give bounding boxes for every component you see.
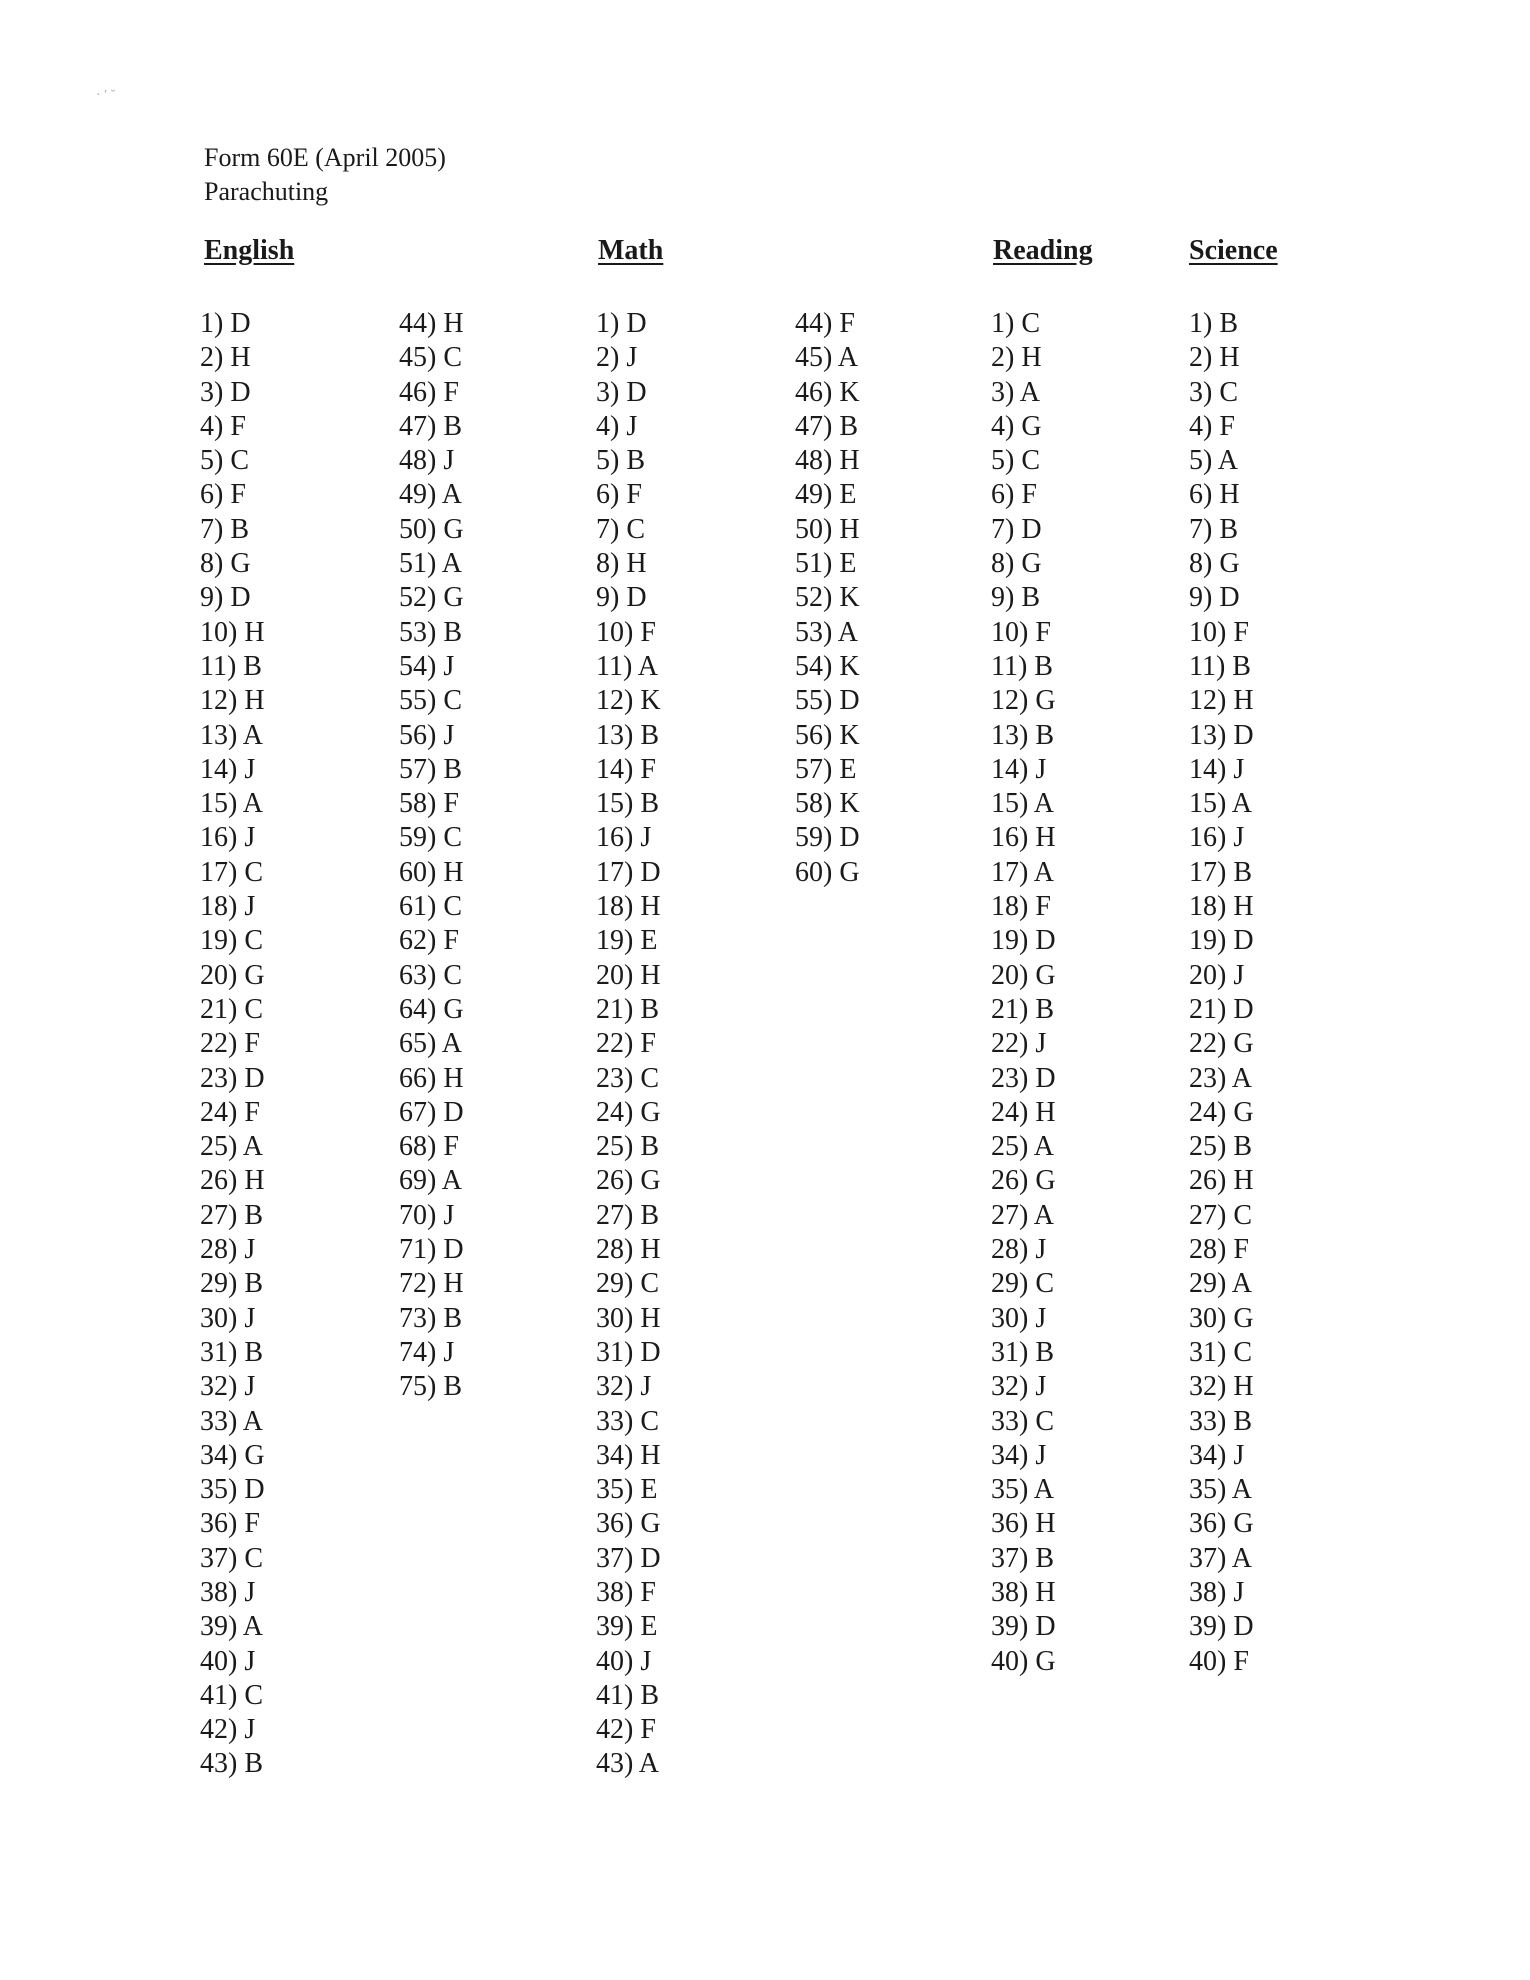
answer-item: 5) C <box>991 445 1040 477</box>
answer-item: 40) J <box>596 1645 652 1677</box>
answer-item: 36) F <box>200 1508 260 1540</box>
answer-item: 37) C <box>200 1542 263 1574</box>
answer-item: 23) D <box>200 1062 265 1094</box>
answer-item: 16) J <box>200 822 256 854</box>
answer-item: 20) G <box>991 959 1056 991</box>
answer-item: 44) H <box>399 308 464 339</box>
answer-item: 21) B <box>596 993 659 1025</box>
answer-item: 34) H <box>596 1439 661 1471</box>
answer-item: 32) J <box>596 1371 652 1403</box>
answer-item: 47) B <box>795 410 858 442</box>
answer-item: 11) B <box>1189 650 1251 682</box>
answer-item: 26) H <box>200 1165 265 1197</box>
english-answers-col2 <box>399 307 464 1405</box>
answer-item: 39) D <box>1189 1611 1254 1643</box>
answer-item: 34) J <box>991 1439 1047 1471</box>
answer-item: 2) H <box>991 342 1042 374</box>
answer-item: 3) A <box>991 376 1040 408</box>
answer-item: 32) J <box>991 1371 1047 1403</box>
answer-item: 2) H <box>1189 342 1240 374</box>
answer-item: 18) F <box>991 891 1051 923</box>
answer-item: 52) G <box>399 582 464 614</box>
answer-item: 4) F <box>1189 410 1235 442</box>
answer-item: 40) G <box>991 1645 1056 1677</box>
answer-item: 7) B <box>200 513 249 545</box>
answer-item: 6) F <box>200 479 246 511</box>
answer-item: 9) D <box>596 582 647 614</box>
answer-item: 10) F <box>991 616 1051 648</box>
answer-item: 34) G <box>200 1439 265 1471</box>
english-answers-col1 <box>200 307 265 1782</box>
answer-item: 6) F <box>596 479 642 511</box>
answer-item: 8) G <box>200 548 251 580</box>
answer-item: 12) H <box>1189 685 1254 717</box>
answer-item: 3) D <box>200 376 251 408</box>
answer-item: 54) K <box>795 650 860 682</box>
answer-item: 37) D <box>596 1542 661 1574</box>
answer-item: 1) D <box>596 308 647 339</box>
answer-item: 48) J <box>399 445 455 477</box>
answer-item: 4) F <box>200 410 246 442</box>
answer-item: 33) C <box>596 1405 659 1437</box>
answer-item: 57) B <box>399 753 462 785</box>
answer-item: 39) A <box>200 1611 263 1643</box>
answer-item: 2) H <box>200 342 251 374</box>
answer-item: 8) G <box>991 548 1042 580</box>
answer-item: 32) H <box>1189 1371 1254 1403</box>
answer-item: 27) B <box>596 1199 659 1231</box>
answer-item: 74) J <box>399 1336 455 1368</box>
answer-item: 53) B <box>399 616 462 648</box>
section-title-math: Math <box>598 235 664 266</box>
answer-item: 24) G <box>596 1096 661 1128</box>
answer-item: 54) J <box>399 650 455 682</box>
answer-item: 5) C <box>200 445 249 477</box>
math-answers-col2 <box>795 307 860 890</box>
answer-item: 14) J <box>991 753 1047 785</box>
answer-item: 31) B <box>991 1336 1054 1368</box>
answer-item: 8) H <box>596 548 647 580</box>
answer-item: 6) F <box>991 479 1037 511</box>
section-title-reading: Reading <box>993 235 1093 266</box>
answer-item: 33) B <box>1189 1405 1252 1437</box>
answer-item: 8) G <box>1189 548 1240 580</box>
answer-item: 22) J <box>991 1028 1047 1060</box>
answer-item: 13) D <box>1189 719 1254 751</box>
answer-item: 9) B <box>991 582 1040 614</box>
answer-item: 60) H <box>399 856 464 888</box>
answer-item: 59) D <box>795 822 860 854</box>
answer-item: 29) C <box>596 1268 659 1300</box>
answer-item: 55) D <box>795 685 860 717</box>
answer-item: 30) J <box>991 1302 1047 1334</box>
answer-item: 1) D <box>200 308 251 339</box>
answer-item: 5) B <box>596 445 645 477</box>
answer-item: 39) E <box>596 1611 658 1643</box>
answer-item: 33) C <box>991 1405 1054 1437</box>
answer-item: 28) F <box>1189 1234 1249 1266</box>
answer-item: 35) A <box>991 1474 1054 1506</box>
topic-line: Parachuting <box>204 177 329 206</box>
answer-item: 21) B <box>991 993 1054 1025</box>
answer-item: 28) J <box>200 1234 256 1266</box>
answer-item: 65) A <box>399 1028 462 1060</box>
science-answers <box>1189 307 1254 1679</box>
answer-item: 25) A <box>200 1131 263 1163</box>
answer-item: 46) F <box>399 376 459 408</box>
answer-item: 68) F <box>399 1131 459 1163</box>
answer-item: 26) G <box>991 1165 1056 1197</box>
section-title-science: Science <box>1189 235 1278 266</box>
answer-item: 62) F <box>399 925 459 957</box>
answer-item: 18) H <box>1189 891 1254 923</box>
section-title-english: English <box>204 235 295 266</box>
answer-item: 6) H <box>1189 479 1240 511</box>
answer-item: 39) D <box>991 1611 1056 1643</box>
answer-item: 58) K <box>795 788 860 820</box>
answer-item: 27) B <box>200 1199 263 1231</box>
answer-item: 20) J <box>1189 959 1245 991</box>
answer-item: 26) G <box>596 1165 661 1197</box>
answer-item: 51) E <box>795 548 857 580</box>
answer-item: 22) F <box>200 1028 260 1060</box>
answer-item: 17) C <box>200 856 263 888</box>
answer-item: 72) H <box>399 1268 464 1300</box>
answer-item: 35) E <box>596 1474 658 1506</box>
answer-item: 15) A <box>991 788 1054 820</box>
answer-item: 22) F <box>596 1028 656 1060</box>
answer-item: 50) H <box>795 513 860 545</box>
answer-item: 22) G <box>1189 1028 1254 1060</box>
answer-item: 57) E <box>795 753 857 785</box>
answer-item: 27) A <box>991 1199 1054 1231</box>
answer-item: 58) F <box>399 788 459 820</box>
answer-item: 56) J <box>399 719 455 751</box>
answer-item: 14) J <box>200 753 256 785</box>
answer-item: 30) H <box>596 1302 661 1334</box>
answer-item: 19) E <box>596 925 658 957</box>
answer-item: 11) A <box>596 650 658 682</box>
answer-item: 17) D <box>596 856 661 888</box>
answer-item: 19) D <box>991 925 1056 957</box>
answer-item: 21) C <box>200 993 263 1025</box>
answer-item: 37) B <box>991 1542 1054 1574</box>
answer-item: 66) H <box>399 1062 464 1094</box>
answer-item: 16) H <box>991 822 1056 854</box>
answer-item: 28) H <box>596 1234 661 1266</box>
answer-item: 25) B <box>1189 1131 1252 1163</box>
answer-item: 50) G <box>399 513 464 545</box>
answer-item: 38) H <box>991 1576 1056 1608</box>
answer-item: 43) A <box>596 1748 659 1780</box>
answer-item: 38) F <box>596 1576 656 1608</box>
answer-item: 9) D <box>200 582 251 614</box>
answer-item: 10) H <box>200 616 265 648</box>
answer-item: 63) C <box>399 959 462 991</box>
answer-item: 13) B <box>991 719 1054 751</box>
answer-item: 45) C <box>399 342 462 374</box>
answer-item: 25) B <box>596 1131 659 1163</box>
answer-item: 30) G <box>1189 1302 1254 1334</box>
answer-item: 5) A <box>1189 445 1238 477</box>
answer-item: 51) A <box>399 548 462 580</box>
answer-item: 11) B <box>200 650 262 682</box>
answer-item: 30) J <box>200 1302 256 1334</box>
answer-item: 29) B <box>200 1268 263 1300</box>
answer-item: 7) D <box>991 513 1042 545</box>
answer-item: 31) D <box>596 1336 661 1368</box>
answer-item: 52) K <box>795 582 860 614</box>
form-header <box>204 141 446 209</box>
form-id-line: Form 60E (April 2005) <box>204 143 446 172</box>
answer-item: 40) F <box>1189 1645 1249 1677</box>
answer-item: 36) H <box>991 1508 1056 1540</box>
answer-item: 1) C <box>991 308 1040 339</box>
scan-speck: · ′ ˘ <box>96 88 116 103</box>
answer-item: 41) B <box>596 1679 659 1711</box>
answer-item: 24) F <box>200 1096 260 1128</box>
answer-item: 19) D <box>1189 925 1254 957</box>
answer-item: 71) D <box>399 1234 464 1266</box>
answer-item: 16) J <box>596 822 652 854</box>
answer-item: 24) H <box>991 1096 1056 1128</box>
answer-item: 18) H <box>596 891 661 923</box>
answer-item: 41) C <box>200 1679 263 1711</box>
answer-item: 13) B <box>596 719 659 751</box>
answer-item: 35) D <box>200 1474 265 1506</box>
answer-item: 28) J <box>991 1234 1047 1266</box>
answer-item: 53) A <box>795 616 858 648</box>
answer-item: 3) D <box>596 376 647 408</box>
answer-item: 36) G <box>1189 1508 1254 1540</box>
answer-item: 70) J <box>399 1199 455 1231</box>
answer-item: 18) J <box>200 891 256 923</box>
answer-item: 17) A <box>991 856 1054 888</box>
answer-item: 44) F <box>795 308 855 339</box>
answer-item: 4) G <box>991 410 1042 442</box>
answer-item: 59) C <box>399 822 462 854</box>
answer-item: 42) J <box>200 1714 256 1746</box>
answer-item: 75) B <box>399 1371 462 1403</box>
answer-item: 12) H <box>200 685 265 717</box>
answer-item: 42) F <box>596 1714 656 1746</box>
answer-item: 26) H <box>1189 1165 1254 1197</box>
answer-item: 12) G <box>991 685 1056 717</box>
answer-item: 14) F <box>596 753 656 785</box>
answer-item: 2) J <box>596 342 638 374</box>
answer-item: 49) E <box>795 479 857 511</box>
answer-item: 31) B <box>200 1336 263 1368</box>
answer-item: 33) A <box>200 1405 263 1437</box>
answer-item: 25) A <box>991 1131 1054 1163</box>
answer-item: 43) B <box>200 1748 263 1780</box>
answer-item: 34) J <box>1189 1439 1245 1471</box>
answer-item: 45) A <box>795 342 858 374</box>
answer-item: 7) B <box>1189 513 1238 545</box>
answer-item: 55) C <box>399 685 462 717</box>
answer-item: 48) H <box>795 445 860 477</box>
answer-item: 61) C <box>399 891 462 923</box>
answer-item: 36) G <box>596 1508 661 1540</box>
answer-item: 38) J <box>200 1576 256 1608</box>
answer-item: 15) A <box>1189 788 1252 820</box>
answer-item: 10) F <box>596 616 656 648</box>
answer-item: 17) B <box>1189 856 1252 888</box>
reading-answers <box>991 307 1056 1679</box>
answer-item: 60) G <box>795 856 860 888</box>
answer-item: 37) A <box>1189 1542 1252 1574</box>
answer-item: 20) G <box>200 959 265 991</box>
answer-item: 69) A <box>399 1165 462 1197</box>
answer-item: 23) A <box>1189 1062 1252 1094</box>
answer-item: 47) B <box>399 410 462 442</box>
answer-item: 10) F <box>1189 616 1249 648</box>
answer-item: 20) H <box>596 959 661 991</box>
answer-item: 64) G <box>399 993 464 1025</box>
answer-item: 12) K <box>596 685 661 717</box>
answer-item: 1) B <box>1189 308 1238 339</box>
answer-item: 31) C <box>1189 1336 1252 1368</box>
answer-item: 46) K <box>795 376 860 408</box>
answer-item: 35) A <box>1189 1474 1252 1506</box>
answer-item: 9) D <box>1189 582 1240 614</box>
answer-item: 27) C <box>1189 1199 1252 1231</box>
answer-item: 23) C <box>596 1062 659 1094</box>
answer-item: 24) G <box>1189 1096 1254 1128</box>
answer-item: 32) J <box>200 1371 256 1403</box>
answer-item: 3) C <box>1189 376 1238 408</box>
math-answers-col1 <box>596 307 661 1782</box>
answer-item: 4) J <box>596 410 638 442</box>
answer-item: 67) D <box>399 1096 464 1128</box>
answer-item: 14) J <box>1189 753 1245 785</box>
answer-item: 15) A <box>200 788 263 820</box>
answer-item: 16) J <box>1189 822 1245 854</box>
answer-item: 40) J <box>200 1645 256 1677</box>
answer-item: 29) C <box>991 1268 1054 1300</box>
answer-item: 19) C <box>200 925 263 957</box>
answer-item: 29) A <box>1189 1268 1252 1300</box>
answer-item: 73) B <box>399 1302 462 1334</box>
answer-item: 38) J <box>1189 1576 1245 1608</box>
answer-item: 49) A <box>399 479 462 511</box>
answer-item: 7) C <box>596 513 645 545</box>
answer-item: 13) A <box>200 719 263 751</box>
answer-item: 15) B <box>596 788 659 820</box>
answer-item: 21) D <box>1189 993 1254 1025</box>
answer-item: 23) D <box>991 1062 1056 1094</box>
answer-item: 56) K <box>795 719 860 751</box>
answer-item: 11) B <box>991 650 1053 682</box>
